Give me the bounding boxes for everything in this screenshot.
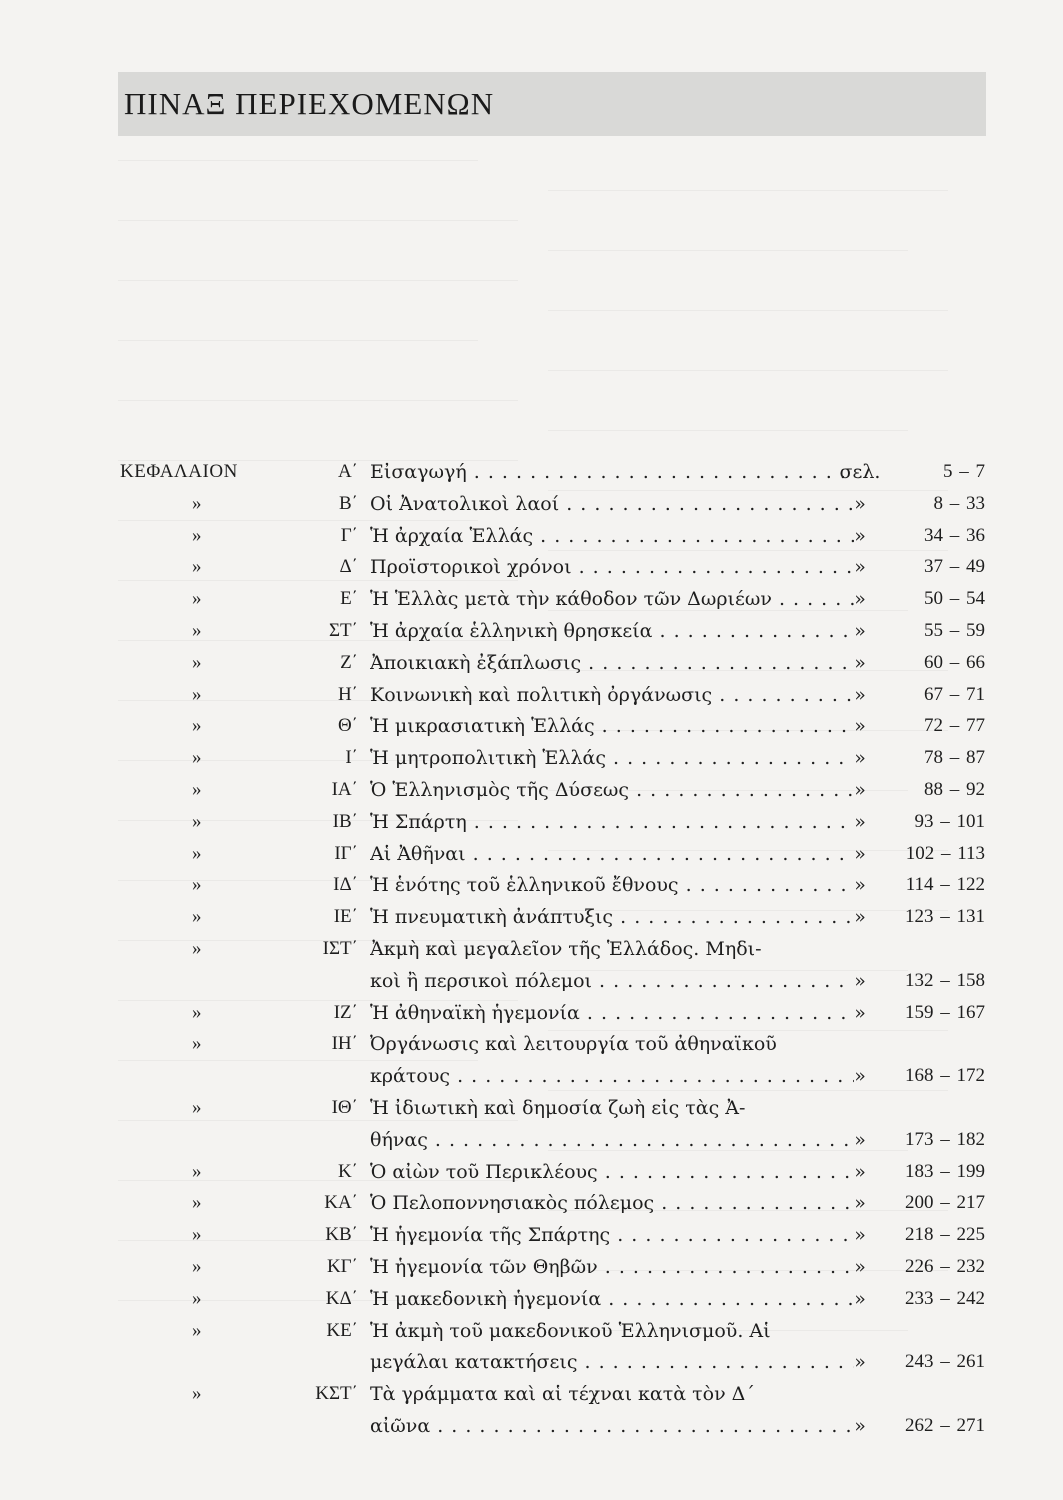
page-range: 34 – 36 [924, 524, 985, 546]
chapter-title: Ἀποικιακὴ ἐξάπλωσις . . . [370, 647, 854, 679]
chapter-title: Αἱ Ἀθῆναι . . . [370, 838, 854, 870]
toc-row [0, 742, 1063, 774]
ditto-mark: » [192, 524, 202, 546]
ditto-mark: » [854, 1351, 866, 1374]
ghost-line [118, 280, 518, 281]
chapter-number: ΙΘ΄ [331, 1097, 358, 1118]
ditto-mark: » [854, 842, 866, 865]
chapter-number: ΚΓ΄ [326, 1256, 358, 1277]
chapter-number: ΙΓ΄ [334, 842, 358, 864]
page-range: 159 – 167 [905, 1001, 985, 1023]
ditto-mark: » [854, 715, 866, 738]
chapter-title: Ὁ Ἑλληνισμὸς τῆς Δύσεως . . . [370, 774, 854, 806]
ditto-mark: » [192, 492, 202, 514]
chapter-number: Α΄ [337, 461, 358, 482]
chapter-title: Κοινωνικὴ καὶ πολιτικὴ ὀργάνωσις . . . [370, 679, 854, 711]
chapter-number: ΚΣΤ΄ [315, 1383, 358, 1405]
page-range: 183 – 199 [905, 1160, 985, 1182]
ditto-mark: » [192, 1287, 202, 1309]
page-range: 173 – 182 [905, 1128, 985, 1150]
chapter-title: Ἡ μητροπολιτικὴ Ἑλλάς . . . [370, 742, 854, 774]
ditto-mark: » [192, 906, 202, 928]
chapter-title: Ὁ Πελοποννησιακὸς πόλεμος . . . [370, 1187, 854, 1219]
ditto-mark: » [192, 842, 202, 864]
toc-row [0, 551, 1063, 583]
toc-row [0, 901, 1063, 933]
chapter-number: Δ΄ [339, 556, 358, 578]
chapter-number: ΙΖ΄ [333, 1001, 358, 1023]
chapter-number: Γ΄ [340, 524, 358, 546]
chapter-title: Ὀργάνωσις καὶ λειτουργία τοῦ ἀθηναϊκοῦ [370, 1033, 777, 1056]
ditto-mark: » [192, 874, 202, 896]
page-range: 67 – 71 [924, 683, 985, 705]
chapter-title: Ἀκμὴ καὶ μεγαλεῖον τῆς Ἑλλάδος. Μηδι- [370, 938, 762, 960]
toc-row [0, 520, 1063, 552]
toc-row [0, 1187, 1063, 1219]
toc-row-continuation [0, 965, 1063, 997]
page-range: 72 – 77 [924, 715, 985, 737]
chapter-number: ΙΔ΄ [333, 874, 358, 896]
toc-row-continuation [0, 1346, 1063, 1378]
chapter-title: Ἡ ἡγεμονία τῆς Σπάρτης . . . [370, 1219, 854, 1251]
ditto-mark: » [854, 683, 866, 706]
ditto-mark: » [192, 747, 202, 769]
page-range: 114 – 122 [905, 874, 985, 896]
toc-row [0, 679, 1063, 711]
chapter-title-continuation: κοὶ ἢ περσικοὶ πόλεμοι . . . [370, 965, 854, 997]
ditto-mark: » [854, 969, 866, 992]
ditto-mark: » [192, 1160, 202, 1182]
ghost-line [118, 340, 478, 341]
chapter-number: ΙΕ΄ [333, 906, 358, 928]
page-range: 60 – 66 [924, 651, 985, 673]
chapter-number: Η΄ [337, 683, 358, 705]
ditto-mark: » [854, 1192, 866, 1215]
chapter-title: Ἡ ἡγεμονία τῶν Θηβῶν . . . [370, 1251, 854, 1283]
chapter-number: ΙΣΤ΄ [322, 938, 358, 959]
ditto-mark: » [854, 810, 866, 833]
page-range: 37 – 49 [924, 556, 985, 578]
ditto-mark: » [854, 620, 866, 642]
chapter-title: Προϊστορικοὶ χρόνοι . . . [370, 551, 854, 583]
page-range: 200 – 217 [905, 1192, 985, 1214]
chapter-title: Ἡ ἀθηναϊκὴ ἡγεμονία . . . [370, 997, 854, 1029]
ditto-mark: » [192, 1192, 202, 1214]
toc-row [0, 1219, 1063, 1251]
chapter-title-continuation: κράτους . . . [370, 1060, 854, 1092]
ditto-mark: » [192, 1001, 202, 1023]
chapter-title: Ἡ ἰδιωτικὴ καὶ δημοσία ζωὴ εἰς τὰς Ἀ- [370, 1097, 746, 1119]
page-range: 218 – 225 [905, 1224, 985, 1246]
chapter-title: Ἡ ἀρχαία ἑλληνικὴ θρησκεία . . . [370, 615, 854, 647]
ditto-mark: » [192, 588, 202, 610]
ditto-mark: » [192, 715, 202, 737]
ditto-mark: » [854, 524, 866, 547]
ditto-mark: » [854, 556, 866, 579]
ditto-mark: » [192, 620, 202, 641]
toc-row-continuation [0, 1124, 1063, 1156]
ditto-mark: » [192, 1383, 202, 1405]
ditto-mark: » [854, 1256, 866, 1278]
ghost-line [548, 250, 908, 251]
ditto-mark: » [192, 1033, 202, 1055]
chapter-title-continuation: θήνας . . . [370, 1124, 854, 1156]
page-range: 123 – 131 [905, 906, 985, 928]
page-abbrev: σελ. [839, 461, 881, 483]
chapter-title: Ἡ μακεδονικὴ ἡγεμονία . . . [370, 1283, 854, 1315]
ditto-mark: » [192, 651, 202, 673]
page-range: 262 – 271 [905, 1415, 985, 1436]
ditto-mark: » [854, 1415, 866, 1437]
toc-row [0, 488, 1063, 520]
toc-row-continuation [0, 1060, 1063, 1092]
ditto-mark: » [192, 683, 202, 705]
toc-row [0, 1283, 1063, 1315]
toc-row [0, 1092, 1063, 1124]
toc-row [0, 615, 1063, 647]
ghost-line [548, 310, 948, 311]
ditto-mark: » [192, 938, 202, 959]
toc-row [0, 933, 1063, 965]
chapter-title: Ἡ ἀρχαία Ἑλλάς . . . [370, 520, 854, 552]
chapter-title-continuation: μεγάλαι κατακτήσεις . . . [370, 1346, 854, 1378]
toc-row [0, 710, 1063, 742]
page-range: 226 – 232 [905, 1256, 985, 1277]
chapter-title: Ἡ Σπάρτη . . . [370, 806, 854, 838]
chapter-title: Ἡ μικρασιατικὴ Ἑλλάς . . . [370, 710, 854, 742]
toc-row [0, 997, 1063, 1029]
ditto-mark: » [854, 1224, 866, 1247]
chapter-number: ΣΤ΄ [329, 620, 358, 641]
ditto-mark: » [854, 1065, 866, 1088]
chapter-number: Ζ΄ [340, 651, 358, 673]
toc-row [0, 806, 1063, 838]
page-range: 233 – 242 [905, 1287, 985, 1309]
chapter-title-continuation: αἰῶνα . . . [370, 1410, 854, 1442]
toc-row [0, 583, 1063, 615]
ditto-mark: » [192, 556, 202, 578]
toc-row [0, 1251, 1063, 1283]
ditto-mark: » [192, 1319, 202, 1341]
chapter-number: ΙΑ΄ [331, 779, 358, 800]
chapter-number: ΚΒ΄ [325, 1224, 358, 1246]
page-range: 5 – 7 [943, 461, 985, 482]
toc-row [0, 774, 1063, 806]
ghost-line [548, 430, 908, 431]
chapter-number: Θ΄ [337, 715, 358, 737]
toc-row-continuation [0, 1410, 1063, 1442]
chapter-title: Ἡ Ἑλλὰς μετὰ τὴν κάθοδον τῶν Δωριέων . . . [370, 583, 854, 615]
toc-row [0, 1156, 1063, 1188]
page-title: ΠΙΝΑΞ ΠΕΡΙΕΧΟΜΕΝΩΝ [124, 86, 495, 121]
chapter-number: ΙΒ΄ [332, 810, 358, 832]
ditto-mark: » [854, 651, 866, 674]
chapter-number: Κ΄ [337, 1160, 358, 1182]
page-range: 93 – 101 [914, 810, 985, 832]
chapter-number: Ι΄ [345, 747, 358, 769]
page-range: 132 – 158 [905, 969, 985, 991]
chapter-title: Ἡ πνευματικὴ ἀνάπτυξις . . . [370, 901, 854, 933]
chapter-number: Ε΄ [340, 588, 358, 610]
chapter-title: Ὁ αἰὼν τοῦ Περικλέους . . . [370, 1156, 854, 1188]
ditto-mark: » [854, 779, 866, 801]
page-range: 55 – 59 [924, 620, 985, 641]
toc-row [0, 1378, 1063, 1410]
ditto-mark: » [192, 1256, 202, 1277]
ghost-line [118, 220, 518, 221]
ditto-mark: » [854, 747, 866, 770]
ditto-mark: » [854, 1160, 866, 1183]
chapter-number: ΚΔ΄ [325, 1287, 358, 1309]
ghost-line [548, 370, 948, 371]
ditto-mark: » [192, 1224, 202, 1246]
toc-row [0, 1315, 1063, 1347]
chapter-title: Εἰσαγωγή . . . [370, 456, 854, 488]
toc-row [0, 647, 1063, 679]
chapter-number: ΙΗ΄ [331, 1033, 358, 1055]
chapter-title: Τὰ γράμματα καὶ αἱ τέχναι κατὰ τὸν Δ΄ [370, 1383, 755, 1406]
chapter-title: Ἡ ἀκμὴ τοῦ μακεδονικοῦ Ἑλληνισμοῦ. Αἱ [370, 1319, 771, 1342]
page-range: 243 – 261 [905, 1351, 985, 1373]
ditto-mark: » [192, 810, 202, 832]
ditto-mark: » [192, 779, 202, 800]
page-range: 78 – 87 [924, 747, 985, 769]
ditto-mark: » [854, 874, 866, 897]
chapter-number: ΚΑ΄ [324, 1192, 358, 1214]
ghost-line [548, 190, 948, 191]
toc-row [0, 869, 1063, 901]
ditto-mark: » [854, 492, 866, 515]
ditto-mark: » [854, 906, 866, 929]
chapter-title: Οἱ Ἀνατολικοὶ λαοί . . . [370, 488, 854, 520]
page-range: 8 – 33 [933, 492, 985, 514]
toc-row [0, 1028, 1063, 1060]
chapter-number: Β΄ [339, 492, 358, 514]
page-range: 50 – 54 [924, 588, 985, 610]
toc-row [0, 838, 1063, 870]
ghost-line [118, 400, 518, 401]
ghost-line [118, 160, 478, 161]
page-range: 102 – 113 [905, 842, 985, 864]
ditto-mark: » [854, 588, 866, 611]
toc-row [0, 456, 1063, 488]
ditto-mark: » [854, 1128, 866, 1151]
page-range: 168 – 172 [905, 1065, 985, 1087]
chapter-number: ΚΕ΄ [326, 1319, 358, 1341]
chapter-title: Ἡ ἑνότης τοῦ ἑλληνικοῦ ἔθνους . . . [370, 869, 854, 901]
chapter-label: ΚΕΦΑΛΑΙΟΝ [120, 461, 238, 482]
ditto-mark: » [854, 1287, 866, 1310]
page-range: 88 – 92 [924, 779, 985, 800]
ditto-mark: » [192, 1097, 202, 1118]
ditto-mark: » [854, 1001, 866, 1024]
